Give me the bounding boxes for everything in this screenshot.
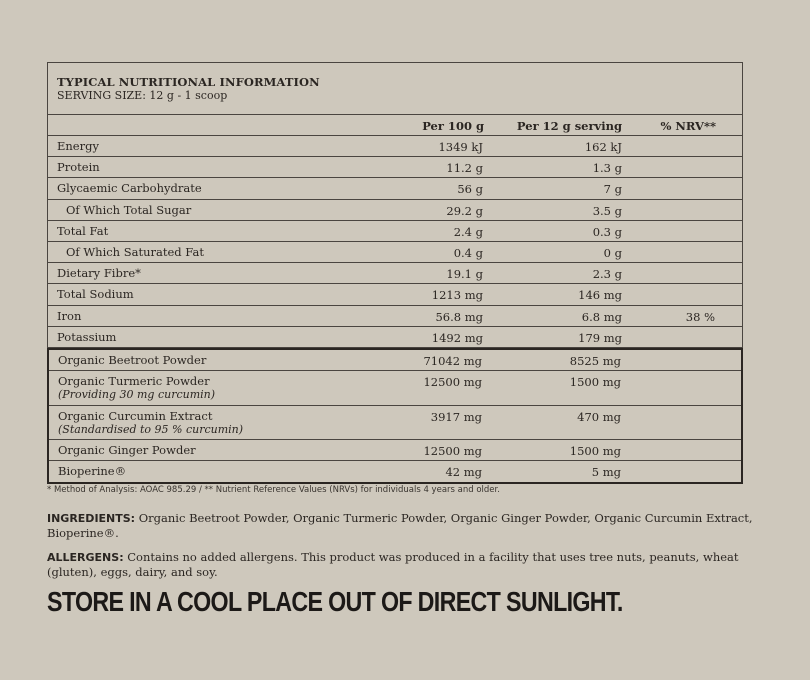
ingredient-serving: 5 mg — [591, 465, 621, 480]
allergens-paragraph — [47, 550, 757, 579]
nutrient-rows — [48, 136, 742, 348]
ingredient-per100: 12500 mg — [423, 444, 482, 459]
row-serving: 146 mg — [578, 288, 622, 303]
table-row — [48, 306, 742, 327]
ingredient-label-wrap — [58, 353, 206, 367]
row-per100: 1492 mg — [431, 330, 483, 345]
panel-title: TYPICAL NUTRITIONAL INFORMATION — [57, 75, 320, 89]
column-header-row — [48, 115, 742, 136]
row-label: Total Sodium — [57, 287, 134, 302]
table-row — [48, 157, 742, 178]
column-header-nrv: % NRV** — [660, 119, 716, 133]
nutrition-panel — [47, 62, 743, 484]
table-row — [48, 136, 742, 157]
column-header-per100: Per 100 g — [422, 119, 484, 133]
table-row — [48, 178, 742, 199]
row-per100: 19.1 g — [446, 267, 483, 282]
ingredient-label-wrap — [58, 443, 196, 457]
ingredient-serving: 470 mg — [577, 409, 621, 424]
ingredient-serving: 1500 mg — [569, 444, 621, 459]
allergens-text: Contains no added allergens. This product was produced in a facility that uses tree nuts, peanuts, wheat (gluten), eggs, dairy, and soy. — [47, 550, 739, 579]
row-label: Energy — [57, 139, 99, 153]
ingredient-note: (Standardised to 95 % curcumin) — [58, 422, 244, 436]
row-serving: 2.3 g — [592, 267, 622, 282]
row-per100: 11.2 g — [446, 161, 483, 176]
ingredient-per100: 42 mg — [445, 465, 482, 480]
ingredient-label: Bioperine® — [58, 464, 127, 479]
ingredient-label: Organic Turmeric Powder — [58, 374, 210, 389]
row-per100: 0.4 g — [453, 245, 483, 260]
row-per100: 1349 kJ — [438, 140, 483, 154]
row-per100: 1213 mg — [431, 288, 483, 303]
row-serving: 0.3 g — [592, 224, 622, 239]
row-label: Of Which Saturated Fat — [66, 244, 204, 259]
table-row — [48, 200, 742, 221]
ingredient-box — [47, 348, 743, 485]
row-label: Total Fat — [57, 223, 109, 238]
table-row — [48, 263, 742, 284]
row-nrv: 38 % — [685, 309, 715, 324]
row-serving: 3.5 g — [592, 203, 622, 218]
row-serving: 179 mg — [578, 330, 622, 345]
ingredient-label-wrap — [58, 374, 215, 401]
table-row — [48, 221, 742, 242]
row-label: Dietary Fibre* — [57, 266, 141, 281]
ingredients-label: INGREDIENTS: — [47, 512, 136, 525]
ingredient-per100: 3917 mg — [430, 409, 482, 424]
row-label: Glycaemic Carbohydrate — [57, 181, 202, 196]
row-label: Potassium — [57, 329, 117, 344]
row-serving: 1.3 g — [592, 161, 622, 176]
serving-size: SERVING SIZE: 12 g - 1 scoop — [57, 89, 228, 102]
row-per100: 2.4 g — [453, 224, 483, 239]
ingredient-row — [49, 406, 741, 441]
ingredient-row — [49, 371, 741, 406]
row-per100: 56.8 mg — [435, 309, 483, 324]
ingredient-label: Organic Ginger Powder — [58, 443, 196, 458]
ingredient-row — [49, 350, 741, 371]
row-serving: 0 g — [603, 245, 622, 260]
row-label: Protein — [57, 160, 100, 175]
ingredient-per100: 71042 mg — [423, 353, 482, 368]
ingredient-label-wrap — [58, 409, 243, 436]
row-serving: 7 g — [603, 182, 622, 197]
column-header-serving: Per 12 g serving — [516, 119, 622, 133]
ingredient-serving: 1500 mg — [569, 375, 621, 390]
table-row — [48, 327, 742, 348]
table-row — [48, 284, 742, 305]
allergens-label: ALLERGENS: — [47, 551, 124, 564]
row-per100: 29.2 g — [446, 203, 483, 218]
panel-header — [48, 63, 742, 115]
row-serving: 6.8 mg — [581, 309, 622, 324]
row-label: Of Which Total Sugar — [66, 202, 192, 217]
row-label: Iron — [57, 308, 82, 323]
row-per100: 56 g — [457, 182, 483, 197]
footnote: * Method of Analysis: AOAC 985.29 / ** Nutrient Reference Values (NRVs) for individuals 4 years and older. — [47, 485, 500, 495]
ingredient-label: Organic Beetroot Powder — [58, 352, 207, 367]
ingredient-note: (Providing 30 mg curcumin) — [58, 388, 216, 402]
ingredients-paragraph — [47, 511, 757, 540]
ingredient-label: Organic Curcumin Extract — [58, 408, 213, 423]
ingredients-text: Organic Beetroot Powder, Organic Turmeric Powder, Organic Ginger Powder, Organic Curcumin Extract, Bioperine®. — [47, 511, 753, 540]
ingredient-serving: 8525 mg — [569, 353, 621, 368]
storage-instruction: STORE IN A COOL PLACE OUT OF DIRECT SUNLIGHT. — [47, 586, 623, 617]
row-serving: 162 kJ — [584, 140, 622, 154]
ingredient-per100: 12500 mg — [423, 375, 482, 390]
table-row — [48, 242, 742, 263]
ingredient-row — [49, 461, 741, 482]
ingredient-row — [49, 440, 741, 461]
ingredient-label-wrap — [58, 464, 126, 478]
